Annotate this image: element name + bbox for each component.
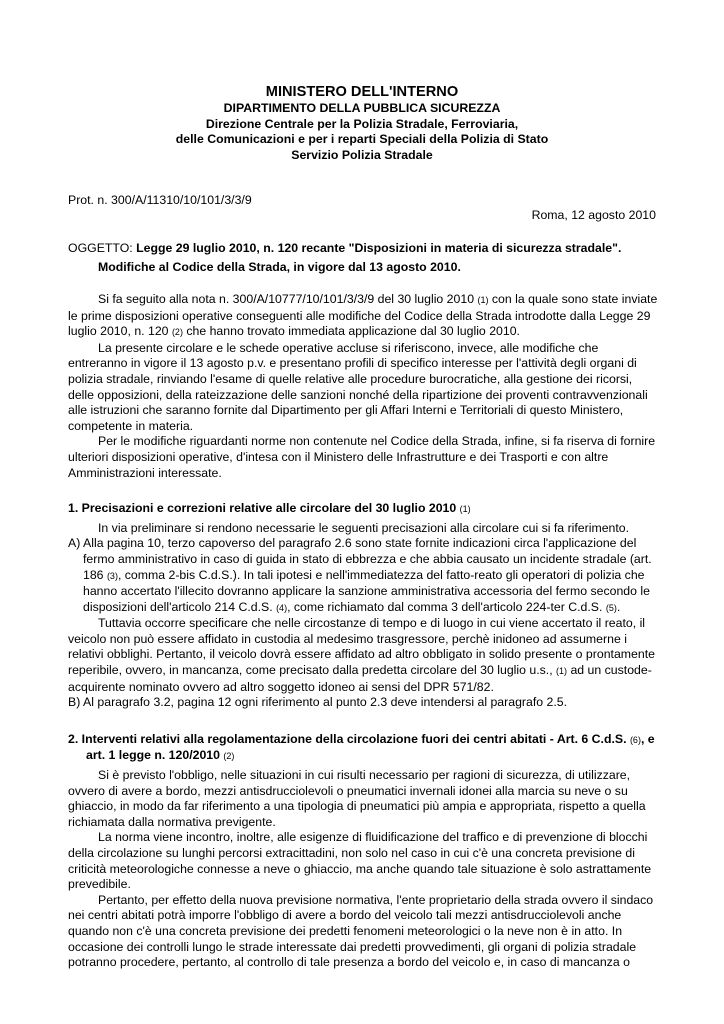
text-span: A) Alla pagina 10, terzo capoverso del paragrafo 2.6 sono state fornite indicazioni circa l'applicazione del fermo amministrativo in caso di guida in stato di ebbrezza e che abbia causato un incidente stradale (art. 186 xyxy=(68,536,652,582)
subject-line-2: Modifiche al Codice della Strada, in vigore dal 13 agosto 2010. xyxy=(98,259,461,274)
subject-label: OGGETTO: xyxy=(68,241,137,255)
text-span: , come richiamato dal comma 3 dell'articolo 224-ter C.d.S. xyxy=(287,599,606,614)
service-title: Servizio Polizia Stradale xyxy=(291,147,433,162)
department-title: DIPARTIMENTO DELLA PUBBLICA SICUREZZA xyxy=(223,101,501,115)
section-2-paragraph-2: La norma viene incontro, inoltre, alle esigenze di fluidificazione del traffico e di prevenzione di blocchi della circolazione su lunghi percorsi extracittadini, non solo nel caso in cui c'è una concreta previsione di criticità meteorologiche connesse a neve o ghiaccio, ma anche quando tale situazione è solo astrattamente prevedibile. xyxy=(68,830,652,892)
footnote-ref: (5) xyxy=(605,602,617,613)
document-body xyxy=(68,292,658,971)
section-2-heading xyxy=(68,732,658,765)
intro-paragraph-3: Per le modifiche riguardanti norme non contenute nel Codice della Strada, infine, si fa riserva di fornire ulteriori disposizioni operative, d'intesa con il Ministero delle Infrastrutture e dei Trasporti e con altre Amministrazioni interessate. xyxy=(68,434,656,480)
section-2-paragraph-3: Pertanto, per effetto della nuova previsione normativa, l'ente proprietario della strada ovvero il sindaco nei centri abitati potrà imporre l'obbligo di avere a bordo del veicolo tali mezzi antisdrucciolevoli anche quando non c'è una concreta previsione dei predetti fenomeni meteorologici o la neve non è in atto. In occasione dei controlli lungo le strade interessate dai predetti provvedimenti, gli organi di polizia stradale potranno procedere, pertanto, al controllo di tale presenza a bordo del veicolo e, in caso di mancanza o xyxy=(68,892,654,970)
footnote-ref: (6) xyxy=(629,734,641,745)
text-span: che hanno trovato immediata applicazione dal 30 luglio 2010. xyxy=(182,324,520,339)
text-span: ad un custode-acquirente nominato ovvero ad altro soggetto idoneo ai sensi del DPR 571/82. xyxy=(68,663,652,694)
intro-paragraph-2: La presente circolare e le schede operative accluse si riferiscono, invece, alle modifiche che entreranno in vigore il 13 agosto p.v. e presentano profili di specifico interesse per l'attività degli organi di polizia stradale, rinviando l'esame di quelle relative alle procedure burocratiche, alla gestione dei ricorsi, delle opposizioni, della rateizzazione delle sanzioni nonché della ripartizione dei proventi contravvenzionali alle istruzioni che saranno fornite dal Dipartimento per gli Affari Interni e Territoriali di questo Ministero, competente in materia. xyxy=(68,340,648,433)
footnote-ref: (4) xyxy=(276,602,288,613)
text-span: , comma 2-bis C.d.S.). In tali ipotesi e nell'immediatezza del fatto-reato gli operatori di polizia che hanno accertato l'illecito dovranno applicare la sanzione amministrativa accessoria del fermo secondo le disposizioni dell'articolo 214 C.d.S. xyxy=(83,567,650,614)
footnote-ref: (3) xyxy=(106,570,118,581)
footnote-ref: (1) xyxy=(459,504,471,515)
section-1-item-a-continued xyxy=(68,616,658,695)
document-date: Roma, 12 agosto 2010 xyxy=(531,208,656,222)
heading-text: 2. Interventi relativi alla regolamentazione della circolazione fuori dei centri abitati - Art. 6 C.d.S. xyxy=(68,731,630,746)
footnote-ref: (1) xyxy=(477,295,489,305)
text-span: . xyxy=(616,599,621,614)
section-2-paragraph-1: Si è previsto l'obbligo, nelle situazioni in cui risulti necessario per ragioni di sicurezza, di utilizzare, ovvero di avere a bordo, mezzi antisdrucciolevoli o pneumatici invernali idonei alla marcia su neve o su ghiaccio, in modo da far riferimento a una tipologia di pneumatici più ampia e appropriata, rispetto a quella richiamata dalla normativa previgente. xyxy=(68,768,646,829)
section-1-item-a xyxy=(68,536,658,616)
section-1-heading xyxy=(68,501,658,518)
letterhead xyxy=(0,83,724,163)
text-span: Si fa seguito alla nota n. 300/A/10777/10/101/3/3/9 del 30 luglio 2010 xyxy=(98,292,478,306)
text-span: con la quale sono state inviate le prime disposizioni operative conseguenti alle modifiche del Codice della Strada introdotte dalla Legge 29 luglio 2010, n. 120 xyxy=(68,292,658,339)
footnote-ref: (2) xyxy=(223,751,235,762)
subject-block xyxy=(68,241,668,275)
footnote-ref: (1) xyxy=(556,666,568,677)
text-span: Tuttavia occorre specificare che nelle circostanze di tempo e di luogo in cui viene accertato il reato, il veicolo non può essere affidato in custodia al medesimo trasgressore, perchè inidoneo ad assumerne i relativi obblighi. Pertanto, il veicolo dovrà essere affidato ad altro obbligato in solido presente o prontamente reperibile, ovvero, in mancanza, come precisato dalla predetta circolare del 30 luglio u.s., xyxy=(68,616,655,678)
section-1-paragraph-1: In via preliminare si rendono necessarie le seguenti precisazioni alla circolare cui si fa riferimento. xyxy=(98,520,630,535)
footnote-ref: (2) xyxy=(171,327,183,338)
section-1-item-b: B) Al paragrafo 3.2, pagina 12 ogni riferimento al punto 2.3 deve intendersi al paragrafo 2.5. xyxy=(68,695,568,710)
ministry-title: MINISTERO DELL'INTERNO xyxy=(265,84,459,100)
protocol-number: Prot. n. 300/A/11310/10/101/3/3/9 xyxy=(68,193,252,207)
heading-text: , e art. 1 legge n. 120/2010 xyxy=(86,731,655,763)
direction-line-1: Direzione Centrale per la Polizia Stradale, Ferroviaria, xyxy=(205,116,519,131)
direction-line-2: delle Comunicazioni e per i reparti Speciali della Polizia di Stato xyxy=(175,132,549,147)
heading-text: 1. Precisazioni e correzioni relative alle circolare del 30 luglio 2010 xyxy=(68,501,460,516)
intro-paragraph-1 xyxy=(68,292,658,341)
subject-line-1: Legge 29 luglio 2010, n. 120 recante "Disposizioni in materia di sicurezza stradale". xyxy=(136,241,622,255)
